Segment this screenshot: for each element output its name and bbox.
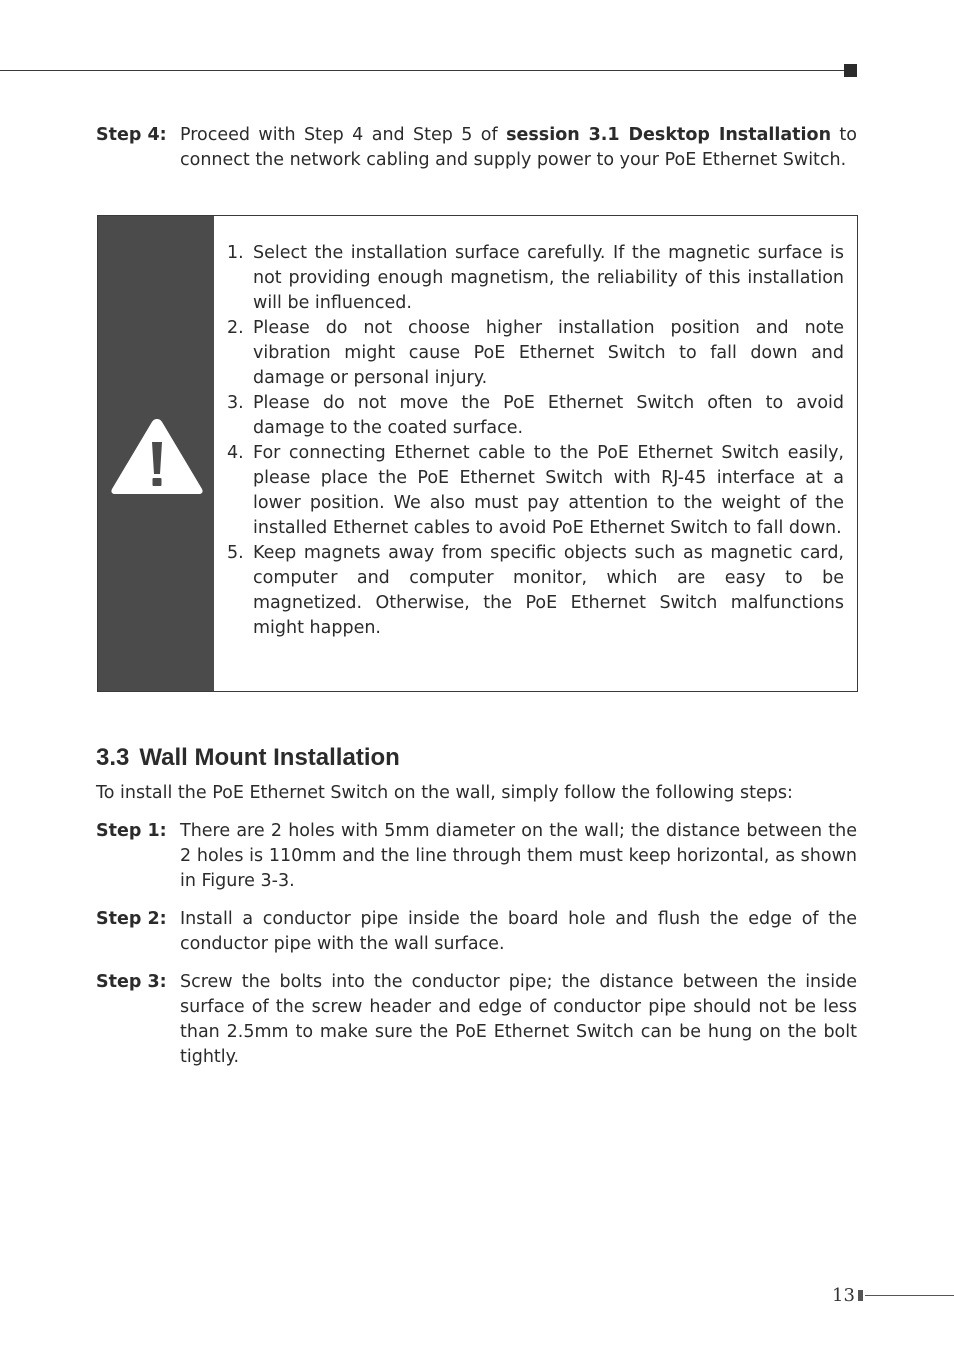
warning-item-text: Please do not move the PoE Ethernet Switch often to avoid damage to the coated surface. xyxy=(253,393,844,438)
warning-item xyxy=(227,316,844,391)
step-4-text-before: Proceed with Step 4 and Step 5 of xyxy=(180,125,507,145)
header-square-mark xyxy=(844,64,857,77)
step-2-text: Install a conductor pipe inside the board hole and flush the edge of the conductor pipe with the wall surface. xyxy=(180,909,857,954)
step-4-text-after: to connect the network cabling and supply power to your PoE Ethernet Switch. xyxy=(180,125,857,170)
step-2 xyxy=(96,907,857,957)
warning-item xyxy=(227,241,844,316)
warning-sidebar xyxy=(98,216,214,691)
warning-item-number: 3. xyxy=(227,393,244,413)
warning-item xyxy=(227,541,844,641)
step-2-label: Step 2: xyxy=(96,909,167,929)
warning-item-text: Select the installation surface carefully. If the magnetic surface is not providing enough magnetism, the reliability of this installation will be influenced. xyxy=(253,243,844,313)
warning-item-number: 2. xyxy=(227,318,244,338)
warning-item-number: 4. xyxy=(227,443,244,463)
step-4-label: Step 4: xyxy=(96,125,167,145)
warning-item-number: 1. xyxy=(227,243,244,263)
footer-rule xyxy=(865,1295,954,1296)
warning-item-text: Please do not choose higher installation position and note vibration might cause PoE Ethernet Switch to fall down and damage or personal injury. xyxy=(253,318,844,388)
footer-mark xyxy=(858,1290,863,1301)
step-3-label: Step 3: xyxy=(96,972,167,992)
header-rule xyxy=(0,70,845,71)
warning-item-number: 5. xyxy=(227,543,244,563)
warning-item-text: Keep magnets away from specific objects such as magnetic card, computer and computer monitor, which are easy to be magnetized. Otherwise, the PoE Ethernet Switch malfunctions might happen. xyxy=(253,543,844,638)
section-title: Wall Mount Installation xyxy=(139,744,400,771)
warning-item xyxy=(227,391,844,441)
warning-item-text: For connecting Ethernet cable to the PoE Ethernet Switch easily, please place the PoE Ethernet Switch with RJ-45 interface at a lower position. We also must pay attention to the weight of the installed Ethernet cables to avoid PoE Ethernet Switch to fall down. xyxy=(253,443,844,538)
step-1-label: Step 1: xyxy=(96,821,167,841)
warning-item xyxy=(227,441,844,541)
step-1 xyxy=(96,819,857,894)
page-number: 13 xyxy=(832,1285,855,1306)
section-intro: To install the PoE Ethernet Switch on the wall, simply follow the following steps: xyxy=(96,783,793,803)
step-4 xyxy=(96,123,857,173)
warning-list xyxy=(227,241,844,641)
step-4-text xyxy=(180,123,857,173)
step-3-text: Screw the bolts into the conductor pipe; the distance between the inside surface of the screw header and edge of conductor pipe should not be less than 2.5mm to make sure the PoE Ethernet Switch can be hung on the bolt tightly. xyxy=(180,972,857,1067)
warning-triangle-icon xyxy=(109,415,205,497)
section-number: 3.3 xyxy=(96,744,130,771)
step-3 xyxy=(96,970,857,1070)
warning-box xyxy=(97,215,858,692)
step-4-text-bold: session 3.1 Desktop Installation xyxy=(506,125,832,145)
step-1-text: There are 2 holes with 5mm diameter on the wall; the distance between the 2 holes is 110mm and the line through them must keep horizontal, as shown in Figure 3-3. xyxy=(180,821,857,891)
section-heading xyxy=(96,744,400,772)
